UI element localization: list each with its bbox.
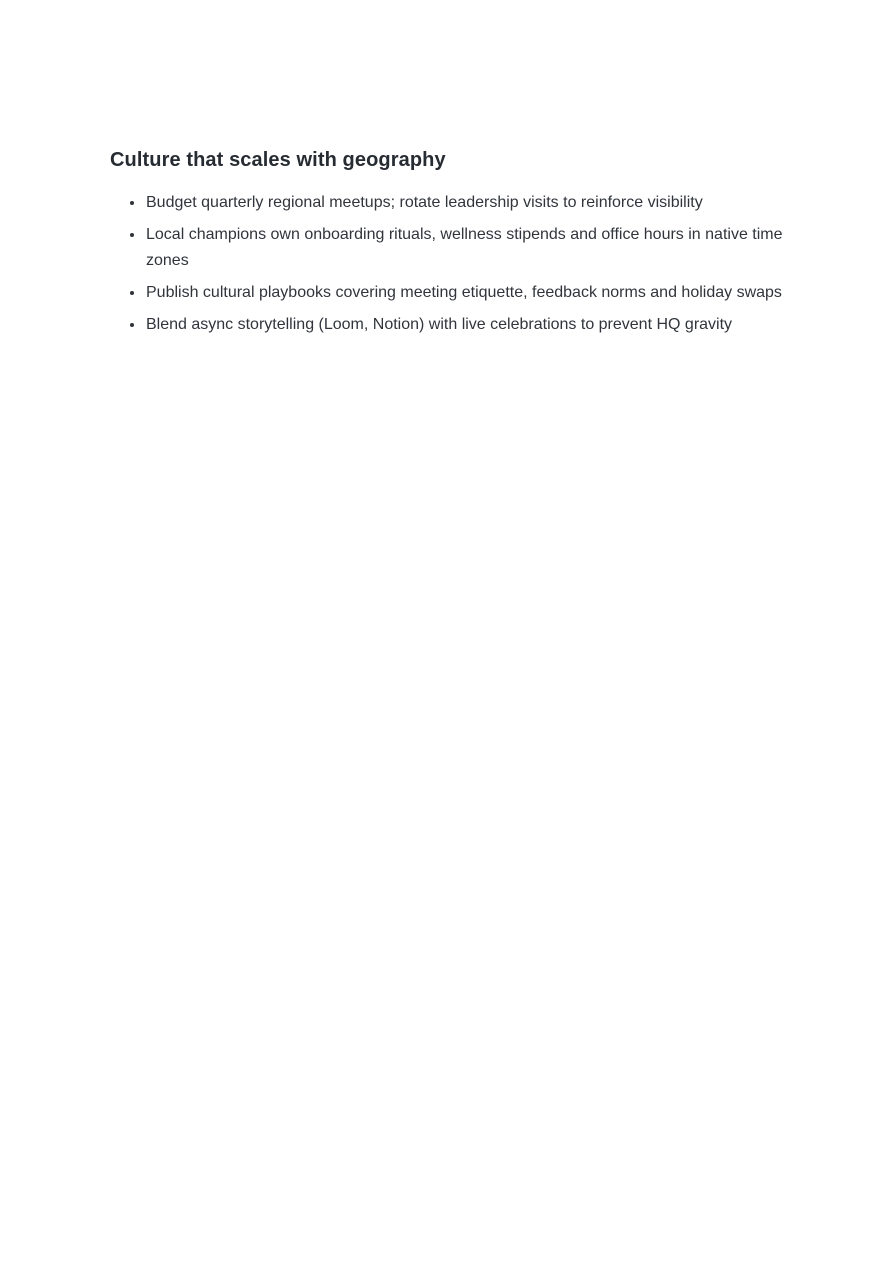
bullet-list <box>110 189 783 338</box>
list-item: • Publish cultural playbooks covering meeting etiquette, feedback norms and holiday swaps <box>145 279 783 306</box>
page-title: Culture that scales with geography <box>110 149 446 171</box>
list-item: • Blend async storytelling (Loom, Notion) with live celebrations to prevent HQ gravity <box>145 311 783 338</box>
list-item: • Budget quarterly regional meetups; rotate leadership visits to reinforce visibility <box>145 189 783 216</box>
list-item: • Local champions own onboarding rituals, wellness stipends and office hours in native time zones <box>145 221 783 274</box>
